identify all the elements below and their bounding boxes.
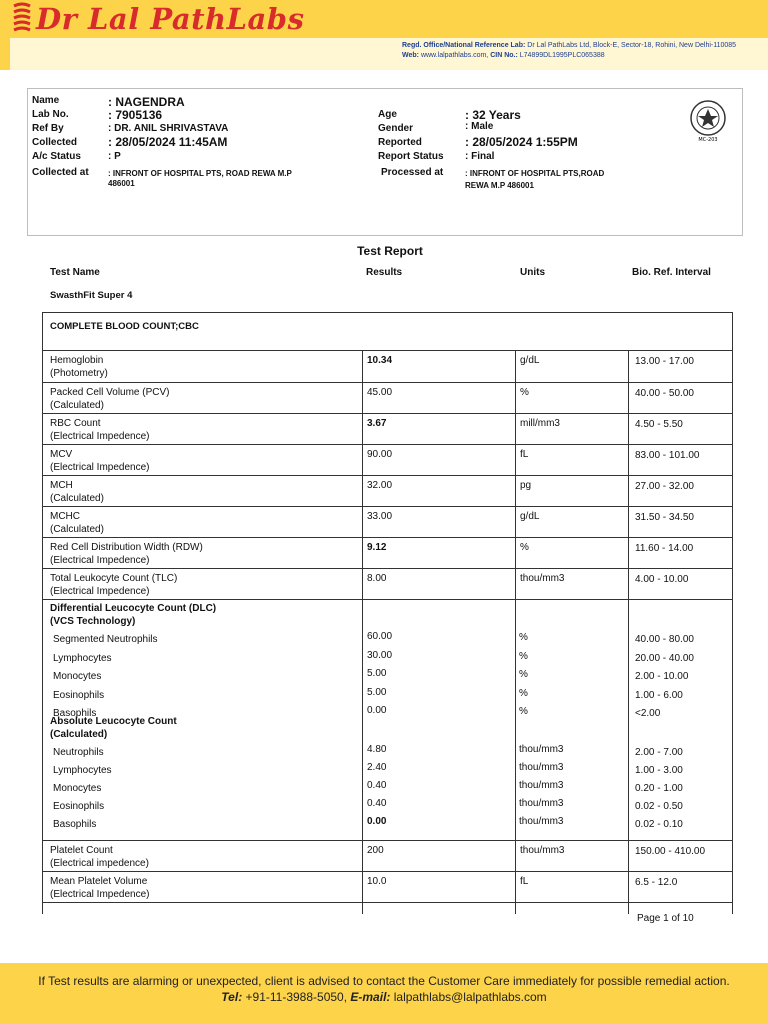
alc-item-ref: 0.02 - 0.10	[635, 819, 683, 830]
test-result: 3.67	[367, 418, 387, 429]
dlc-item-result: 5.00	[367, 668, 387, 679]
lab-number: : 7905136	[108, 108, 163, 122]
table-row	[43, 413, 732, 444]
svg-text:MC-203: MC-203	[698, 137, 718, 143]
collected-at-address: : INFRONT OF HOSPITAL PTS, ROAD REWA M.P	[108, 169, 292, 178]
alc-item-ref: 0.20 - 1.00	[635, 783, 683, 794]
alc-item-name: Basophils	[53, 819, 97, 830]
alc-item-name: Monocytes	[53, 783, 102, 794]
table-row	[43, 537, 732, 568]
dlc-item-name: Basophils	[53, 708, 97, 719]
status-label: A/c Status	[32, 151, 81, 162]
test-method: (Electrical Impedence)	[50, 462, 150, 473]
alc-item-result: 0.40	[367, 780, 387, 791]
age-label: Age	[378, 109, 397, 120]
collected-at-label: Collected at	[32, 167, 89, 178]
test-name: MCV	[50, 449, 73, 460]
test-unit: thou/mm3	[520, 573, 565, 584]
test-name: Total Leukocyte Count (TLC)	[50, 573, 178, 584]
brand-logo-icon	[10, 2, 34, 34]
dlc-item-name: Segmented Neutrophils	[53, 634, 158, 645]
test-name: Packed Cell Volume (PCV)	[50, 387, 170, 398]
test-result: 8.00	[367, 573, 387, 584]
alc-item-name: Neutrophils	[53, 747, 104, 758]
report-title: Test Report	[357, 244, 423, 258]
table-row	[43, 568, 732, 599]
test-unit: mill/mm3	[520, 418, 560, 429]
ref-doctor: : DR. ANIL SHRIVASTAVA	[108, 123, 229, 134]
test-ref-interval: 6.5 - 12.0	[635, 877, 678, 888]
gender-label: Gender	[378, 123, 414, 134]
accreditation-seal-icon	[688, 99, 728, 143]
alc-item-ref: 2.00 - 7.00	[635, 747, 683, 758]
collected-label: Collected	[32, 137, 78, 148]
alc-item-ref: 1.00 - 3.00	[635, 765, 683, 776]
alc-item-result: 4.80	[367, 744, 387, 755]
test-result: 45.00	[367, 387, 393, 398]
test-name: Mean Platelet Volume	[50, 876, 148, 887]
name-label: Name	[32, 95, 60, 106]
alc-item-unit: thou/mm3	[519, 816, 564, 827]
table-row	[43, 871, 732, 902]
alc-item-result: 0.40	[367, 798, 387, 809]
dlc-item-unit: %	[519, 687, 528, 699]
alc-method: (Calculated)	[50, 729, 108, 740]
dlc-method: (VCS Technology)	[50, 616, 136, 627]
test-unit: %	[520, 542, 529, 553]
page-number: Page 1 of 10	[637, 913, 694, 924]
dlc-item-result: 30.00	[367, 649, 393, 661]
test-ref-interval: 40.00 - 50.00	[635, 388, 694, 399]
collected-datetime: : 28/05/2024 11:45AM	[108, 135, 228, 149]
dlc-item-unit: %	[519, 706, 528, 717]
test-ref-interval: 83.00 - 101.00	[635, 450, 700, 461]
table-row	[43, 840, 732, 871]
alc-item-name: Lymphocytes	[53, 765, 112, 776]
test-unit: g/dL	[520, 355, 540, 366]
test-result: 32.00	[367, 480, 393, 491]
reported-label: Reported	[378, 137, 422, 148]
report-status-label: Report Status	[378, 151, 444, 162]
alc-item-unit: thou/mm3	[519, 798, 564, 809]
dlc-item-ref: 2.00 - 10.00	[635, 671, 689, 682]
test-result: 9.12	[367, 542, 387, 553]
col-ref-interval: Bio. Ref. Interval	[632, 267, 711, 278]
footer	[0, 963, 768, 1024]
dlc-item-ref: <2.00	[635, 708, 661, 719]
dlc-item-result: 5.00	[367, 686, 387, 698]
dlc-item-name: Eosinophils	[53, 689, 105, 701]
test-result: 90.00	[367, 449, 393, 460]
patient-details	[27, 88, 743, 236]
test-method: (Calculated)	[50, 400, 104, 411]
lab-label: Lab No.	[32, 109, 69, 120]
test-result: 10.0	[367, 876, 387, 887]
test-unit: pg	[520, 480, 532, 491]
test-name: Red Cell Distribution Width (RDW)	[50, 542, 203, 553]
dlc-item-ref: 1.00 - 6.00	[635, 689, 683, 701]
test-method: (Electrical Impedence)	[50, 586, 150, 597]
section-heading: COMPLETE BLOOD COUNT;CBC	[43, 313, 732, 351]
test-ref-interval: 4.50 - 5.50	[635, 419, 683, 430]
brand-name: Dr Lal PathLabs	[36, 2, 305, 36]
dlc-item-result: 60.00	[367, 631, 393, 642]
alc-item-result: 2.40	[367, 762, 387, 773]
account-status: : P	[108, 151, 121, 162]
results-table	[42, 312, 733, 914]
test-method: (Electrical impedence)	[50, 858, 149, 869]
ref-label: Ref By	[32, 123, 64, 134]
test-ref-interval: 11.60 - 14.00	[635, 543, 694, 554]
test-name: Platelet Count	[50, 845, 113, 856]
test-method: (Electrical Impedence)	[50, 431, 150, 442]
patient-age: : 32 Years	[465, 108, 521, 122]
patient-gender: : Male	[465, 121, 494, 132]
test-ref-interval: 31.50 - 34.50	[635, 512, 694, 523]
alc-item-unit: thou/mm3	[519, 780, 564, 791]
test-unit: fL	[520, 449, 529, 460]
table-row	[43, 475, 732, 506]
col-test-name: Test Name	[50, 267, 100, 278]
test-name: Hemoglobin	[50, 355, 104, 366]
processed-at-label: Processed at	[381, 167, 444, 178]
dlc-item-result: 0.00	[367, 705, 387, 716]
alc-group	[43, 713, 732, 838]
test-method: (Calculated)	[50, 524, 104, 535]
processed-at-address: : INFRONT OF HOSPITAL PTS,ROAD	[465, 169, 605, 178]
test-ref-interval: 4.00 - 10.00	[635, 574, 689, 585]
footer-advisory: If Test results are alarming or unexpected, client is advised to contact the Customer Care immediately for possible remedial action.	[38, 974, 730, 988]
test-name: MCH	[50, 480, 73, 491]
dlc-item-ref: 40.00 - 80.00	[635, 634, 694, 645]
test-result: 33.00	[367, 511, 393, 522]
patient-name: : NAGENDRA	[108, 95, 185, 109]
table-row	[43, 444, 732, 475]
test-unit: %	[520, 387, 529, 398]
alc-item-unit: thou/mm3	[519, 744, 564, 755]
test-name: MCHC	[50, 511, 80, 522]
test-name: RBC Count	[50, 418, 101, 429]
package-name: SwasthFit Super 4	[50, 290, 133, 301]
dlc-item-ref: 20.00 - 40.00	[635, 652, 694, 664]
alc-item-ref: 0.02 - 0.50	[635, 801, 683, 812]
dlc-item-unit: %	[519, 632, 528, 643]
test-ref-interval: 150.00 - 410.00	[635, 846, 706, 857]
test-method: (Electrical Impedence)	[50, 889, 150, 900]
table-row	[43, 382, 732, 413]
alc-item-unit: thou/mm3	[519, 762, 564, 773]
alc-heading: Absolute Leucocyte Count	[50, 716, 177, 727]
alc-item-name: Eosinophils	[53, 801, 105, 812]
reported-datetime: : 28/05/2024 1:55PM	[465, 135, 578, 149]
collected-at-pin: 486001	[108, 179, 135, 188]
test-result: 10.34	[367, 355, 393, 366]
office-address: Regd. Office/National Reference Lab: Dr Lal PathLabs Ltd, Block-E, Sector-18, Rohini, New Delhi-110085	[402, 42, 737, 49]
dlc-heading: Differential Leucocyte Count (DLC)	[50, 603, 217, 614]
test-result: 200	[367, 845, 384, 856]
footer-contact: Tel: +91-11-3988-5050, E-mail: lalpathlabs@lalpathlabs.com	[221, 990, 547, 1004]
test-method: (Calculated)	[50, 493, 104, 504]
report-status: : Final	[465, 151, 495, 162]
letterhead	[0, 0, 768, 70]
alc-item-result: 0.00	[367, 816, 387, 827]
dlc-item-unit: %	[519, 650, 528, 662]
table-row	[43, 351, 732, 382]
col-results: Results	[366, 267, 403, 278]
table-row	[43, 506, 732, 537]
test-method: (Electrical Impedence)	[50, 555, 150, 566]
test-unit: thou/mm3	[520, 845, 565, 856]
dlc-item-unit: %	[519, 669, 528, 680]
processed-at-pin: REWA M.P 486001	[465, 181, 534, 190]
table-row-empty	[43, 902, 732, 912]
col-units: Units	[520, 267, 545, 278]
web-and-cin: Web: www.lalpathlabs.com, CIN No.: L74899DL1995PLC065388	[402, 52, 605, 59]
test-method: (Photometry)	[50, 368, 108, 379]
test-ref-interval: 27.00 - 32.00	[635, 481, 694, 492]
test-unit: g/dL	[520, 511, 540, 522]
dlc-item-name: Lymphocytes	[53, 652, 112, 664]
test-unit: fL	[520, 876, 529, 887]
dlc-item-name: Monocytes	[53, 671, 102, 682]
test-ref-interval: 13.00 - 17.00	[635, 356, 694, 367]
